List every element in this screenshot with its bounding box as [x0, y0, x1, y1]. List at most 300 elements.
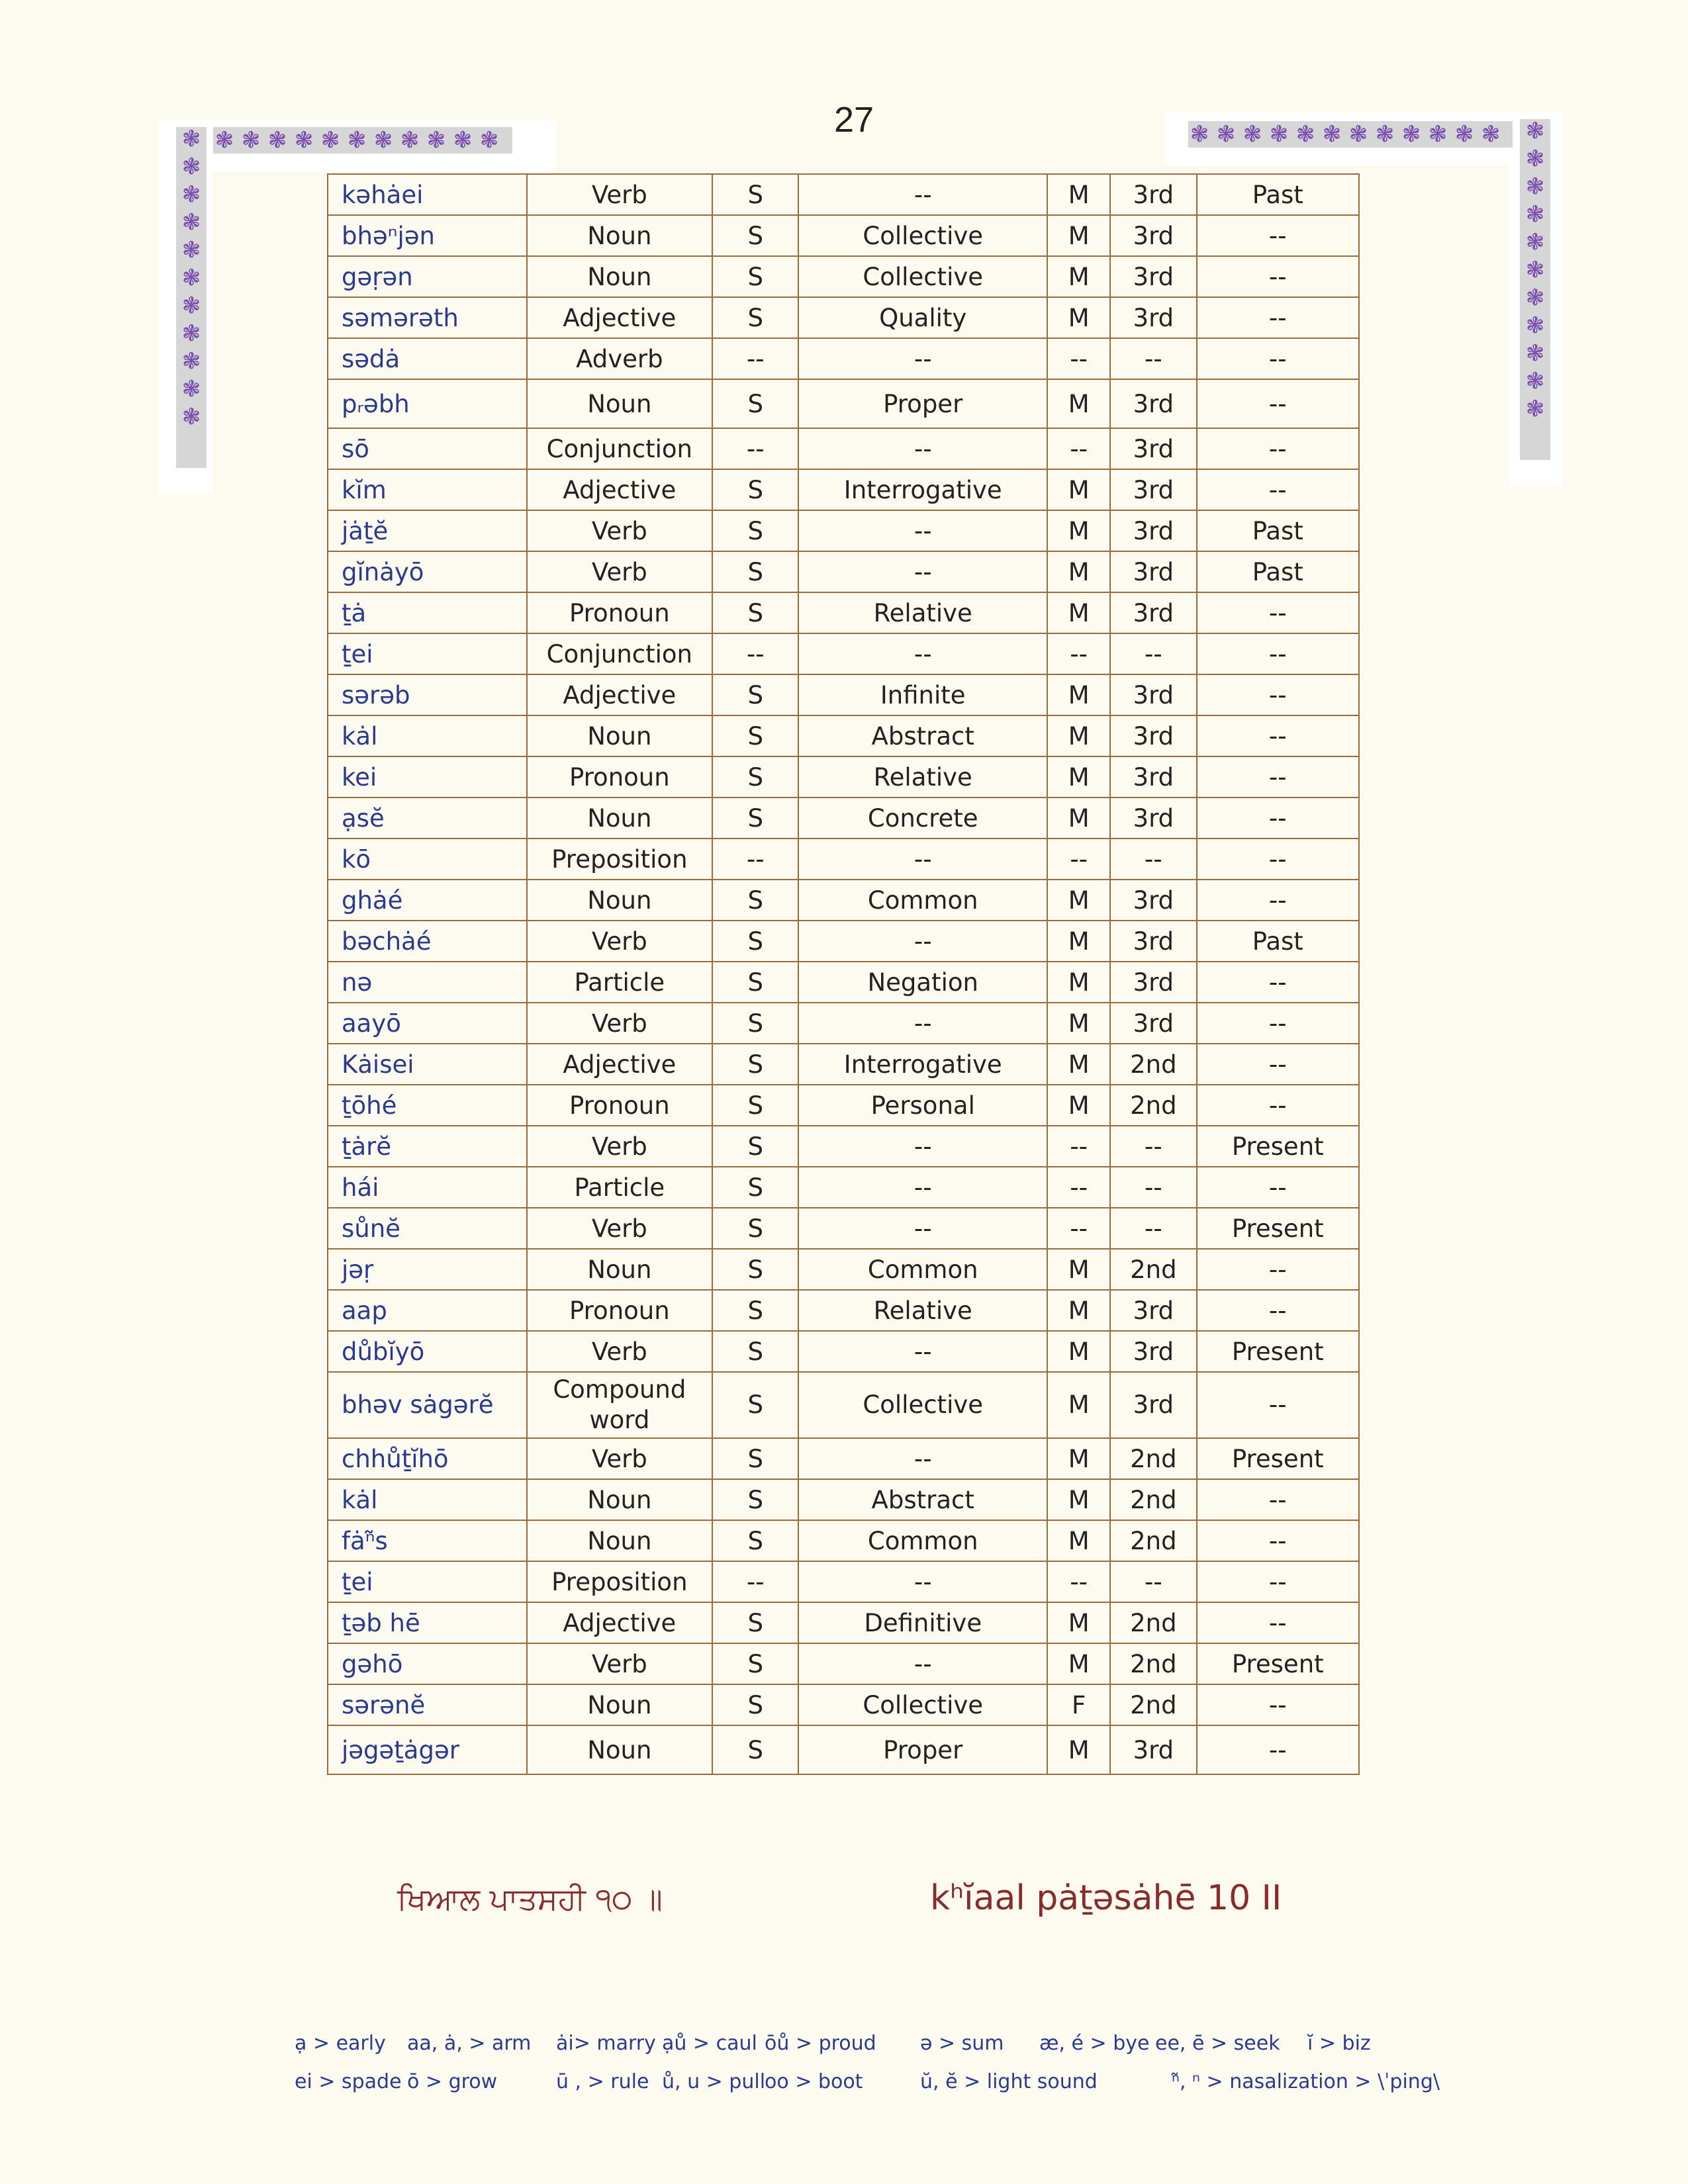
cell-pos: Verb [527, 1126, 713, 1167]
flower-ornament-icon: ❃ [1525, 340, 1545, 367]
cell-word: gĭnȧyō [328, 551, 527, 592]
table-row [328, 338, 1359, 379]
cell-person: 3rd [1110, 921, 1196, 962]
cell-type: -- [798, 633, 1047, 674]
cell-type: Relative [798, 1290, 1047, 1331]
cell-gender: M [1047, 256, 1110, 297]
flower-ornament-icon: ❃ [347, 127, 367, 154]
cell-person: 3rd [1110, 174, 1196, 215]
cell-number: S [712, 1372, 798, 1438]
table-row [328, 1725, 1359, 1774]
cell-tense: Present [1197, 1126, 1360, 1167]
cell-pos: Verb [527, 551, 713, 592]
cell-gender: M [1047, 1372, 1110, 1438]
cell-person: 3rd [1110, 215, 1196, 256]
cell-person: -- [1110, 1126, 1196, 1167]
cell-person: 3rd [1110, 756, 1196, 797]
cell-gender: M [1047, 174, 1110, 215]
cell-word: səmərəth [328, 297, 527, 338]
cell-word: bhəv sȧgərĕ [328, 1372, 527, 1438]
legend-item: ⁿ̃, ⁿ > nasalization > \ˈping\ [1172, 2070, 1440, 2093]
cell-number: S [712, 880, 798, 921]
cell-type: Definitive [798, 1602, 1047, 1643]
table-row [328, 1003, 1359, 1044]
cell-type: -- [798, 1561, 1047, 1602]
cell-gender: M [1047, 715, 1110, 756]
cell-word: sədȧ [328, 338, 527, 379]
cell-type: -- [798, 1208, 1047, 1249]
table-row [328, 1126, 1359, 1167]
flower-ornament-icon: ❃ [1454, 121, 1474, 148]
cell-person: 2nd [1110, 1479, 1196, 1520]
cell-type: -- [798, 174, 1047, 215]
cell-pos: Verb [527, 1003, 713, 1044]
cell-tense: -- [1197, 428, 1360, 469]
cell-number: S [712, 1249, 798, 1290]
cell-number: S [712, 1684, 798, 1725]
cell-type: -- [798, 1643, 1047, 1684]
flower-ornament-icon: ❃ [181, 237, 201, 263]
flower-ornament-icon: ❃ [400, 127, 420, 154]
cell-type: Proper [798, 379, 1047, 428]
legend-row-2 [295, 2070, 1453, 2109]
flower-ornament-icon: ❃ [181, 126, 201, 152]
cell-type: Collective [798, 256, 1047, 297]
cell-tense: -- [1197, 1479, 1360, 1520]
cell-pos: Pronoun [527, 1085, 713, 1126]
table-row [328, 551, 1359, 592]
cell-word: gəṛən [328, 256, 527, 297]
cell-gender: M [1047, 880, 1110, 921]
cell-tense: -- [1197, 592, 1360, 633]
legend-item: ei > spade [295, 2070, 402, 2093]
cell-type: Relative [798, 592, 1047, 633]
legend-item: ȧi> marry [556, 2032, 656, 2055]
cell-person: 2nd [1110, 1684, 1196, 1725]
flower-ornament-icon: ❃ [1525, 201, 1545, 228]
page-number: 27 [833, 100, 874, 140]
cell-pos: Noun [527, 1520, 713, 1561]
cell-type: Abstract [798, 1479, 1047, 1520]
cell-person: 2nd [1110, 1249, 1196, 1290]
cell-tense: -- [1197, 297, 1360, 338]
flower-ornament-icon: ❃ [1428, 121, 1448, 148]
cell-gender: M [1047, 797, 1110, 839]
cell-person: -- [1110, 1208, 1196, 1249]
flower-ornament-icon: ❃ [1525, 312, 1545, 339]
cell-tense: -- [1197, 633, 1360, 674]
cell-word: ghȧé [328, 880, 527, 921]
cell-tense: -- [1197, 756, 1360, 797]
cell-person: 3rd [1110, 469, 1196, 510]
legend-item: ū , > rule [556, 2070, 649, 2093]
legend-item: aa, ȧ, > arm [407, 2032, 532, 2055]
cell-pos: Pronoun [527, 1290, 713, 1331]
cell-person: 3rd [1110, 297, 1196, 338]
cell-number: -- [712, 633, 798, 674]
cell-number: S [712, 1602, 798, 1643]
right-side-ornament-column [1520, 119, 1550, 460]
cell-gender: M [1047, 1520, 1110, 1561]
cell-pos: Noun [527, 797, 713, 839]
cell-word: pᵣəbh [328, 379, 527, 428]
legend-item: ạů > caul [662, 2032, 757, 2055]
cell-number: -- [712, 1561, 798, 1602]
flower-ornament-icon: ❃ [320, 127, 340, 154]
legend-item: ŭ, ĕ > light sound [920, 2070, 1098, 2093]
cell-person: -- [1110, 1561, 1196, 1602]
cell-person: -- [1110, 633, 1196, 674]
cell-gender: M [1047, 962, 1110, 1003]
cell-word: jəgəṯȧgər [328, 1725, 527, 1774]
cell-word: ṯei [328, 1561, 527, 1602]
legend-item: ō > grow [407, 2070, 498, 2093]
cell-pos: Conjunction [527, 633, 713, 674]
grammar-table [327, 173, 1360, 1775]
cell-number: S [712, 174, 798, 215]
flower-ornament-icon: ❃ [1525, 396, 1545, 422]
cell-type: -- [798, 428, 1047, 469]
flower-ornament-icon: ❃ [1481, 121, 1501, 148]
cell-word: kəhȧei [328, 174, 527, 215]
cell-word: aap [328, 1290, 527, 1331]
cell-gender: M [1047, 551, 1110, 592]
cell-gender: M [1047, 1003, 1110, 1044]
cell-word: chhůṯĭhō [328, 1438, 527, 1479]
cell-pos: Adverb [527, 338, 713, 379]
cell-pos: Verb [527, 921, 713, 962]
cell-gender: M [1047, 297, 1110, 338]
cell-number: S [712, 1208, 798, 1249]
cell-pos: Noun [527, 256, 713, 297]
cell-gender: M [1047, 1085, 1110, 1126]
cell-type: Abstract [798, 715, 1047, 756]
cell-tense: -- [1197, 880, 1360, 921]
flower-ornament-icon: ❃ [267, 127, 287, 154]
cell-word: kĭm [328, 469, 527, 510]
cell-word: hái [328, 1167, 527, 1208]
cell-tense: -- [1197, 1249, 1360, 1290]
cell-type: Infinite [798, 674, 1047, 715]
cell-word: sərəb [328, 674, 527, 715]
cell-number: S [712, 215, 798, 256]
cell-gender: M [1047, 756, 1110, 797]
cell-tense: Past [1197, 551, 1360, 592]
cell-tense: Present [1197, 1208, 1360, 1249]
cell-type: Common [798, 1520, 1047, 1561]
flower-ornament-icon: ❃ [181, 154, 201, 180]
table-row [328, 428, 1359, 469]
cell-word: bhəⁿjən [328, 215, 527, 256]
flower-ornament-icon: ❃ [1525, 285, 1545, 311]
table-row [328, 1479, 1359, 1520]
cell-gender: -- [1047, 428, 1110, 469]
cell-type: -- [798, 921, 1047, 962]
cell-type: -- [798, 1331, 1047, 1372]
legend-item: ee, ē > seek [1155, 2032, 1280, 2055]
cell-tense: Past [1197, 174, 1360, 215]
cell-type: Concrete [798, 797, 1047, 839]
cell-number: S [712, 1438, 798, 1479]
flower-ornament-icon: ❃ [181, 209, 201, 236]
cell-pos: Verb [527, 1331, 713, 1372]
cell-tense: -- [1197, 962, 1360, 1003]
flower-ornament-icon: ❃ [1525, 173, 1545, 200]
cell-gender: M [1047, 1725, 1110, 1774]
cell-tense: -- [1197, 1290, 1360, 1331]
cell-pos: Verb [527, 1438, 713, 1479]
table-row [328, 1438, 1359, 1479]
cell-type: -- [798, 1126, 1047, 1167]
cell-number: S [712, 715, 798, 756]
cell-pos: Adjective [527, 1602, 713, 1643]
flower-ornament-icon: ❃ [1525, 368, 1545, 394]
right-top-ornament-row [1188, 121, 1513, 148]
cell-gender: M [1047, 469, 1110, 510]
cell-type: Quality [798, 297, 1047, 338]
cell-word: bəchȧé [328, 921, 527, 962]
flower-ornament-icon: ❃ [181, 376, 201, 402]
cell-gender: M [1047, 1331, 1110, 1372]
cell-type: Personal [798, 1085, 1047, 1126]
cell-pos: Noun [527, 1479, 713, 1520]
table-row [328, 880, 1359, 921]
cell-number: S [712, 1126, 798, 1167]
cell-gender: M [1047, 1249, 1110, 1290]
cell-gender: -- [1047, 1167, 1110, 1208]
table-row [328, 1331, 1359, 1372]
cell-pos: Noun [527, 715, 713, 756]
table-row [328, 510, 1359, 551]
cell-tense: -- [1197, 674, 1360, 715]
flower-ornament-icon: ❃ [1269, 121, 1289, 148]
cell-word: ṯəb hē [328, 1602, 527, 1643]
cell-type: Common [798, 880, 1047, 921]
cell-gender: M [1047, 592, 1110, 633]
cell-tense: -- [1197, 338, 1360, 379]
roman-title: kʰĭaal pȧṯəsȧhē 10 II [930, 1878, 1282, 1918]
cell-word: ṯōhé [328, 1085, 527, 1126]
cell-gender: M [1047, 1602, 1110, 1643]
table-row [328, 1520, 1359, 1561]
cell-person: 3rd [1110, 715, 1196, 756]
cell-tense: -- [1197, 469, 1360, 510]
cell-number: S [712, 756, 798, 797]
cell-number: S [712, 674, 798, 715]
legend-item: æ, é > bye [1039, 2032, 1150, 2055]
cell-pos: Noun [527, 1249, 713, 1290]
cell-word: sərənĕ [328, 1684, 527, 1725]
cell-pos: Particle [527, 1167, 713, 1208]
legend-row-1 [295, 2032, 1453, 2070]
flower-ornament-icon: ❃ [241, 127, 261, 154]
cell-tense: -- [1197, 1044, 1360, 1085]
cell-tense: -- [1197, 1167, 1360, 1208]
flower-ornament-icon: ❃ [453, 127, 473, 154]
cell-pos: Noun [527, 1725, 713, 1774]
cell-type: -- [798, 338, 1047, 379]
cell-number: S [712, 1331, 798, 1372]
cell-type: -- [798, 1003, 1047, 1044]
cell-tense: Present [1197, 1331, 1360, 1372]
cell-number: -- [712, 428, 798, 469]
cell-person: 3rd [1110, 962, 1196, 1003]
cell-person: -- [1110, 1167, 1196, 1208]
cell-gender: -- [1047, 633, 1110, 674]
table-row [328, 921, 1359, 962]
cell-tense: Present [1197, 1643, 1360, 1684]
cell-type: Negation [798, 962, 1047, 1003]
cell-word: jəṛ [328, 1249, 527, 1290]
cell-type: -- [798, 1167, 1047, 1208]
cell-number: S [712, 510, 798, 551]
cell-person: 3rd [1110, 797, 1196, 839]
table-row [328, 1044, 1359, 1085]
cell-tense: -- [1197, 797, 1360, 839]
cell-pos: Noun [527, 215, 713, 256]
flower-ornament-icon: ❃ [1375, 121, 1395, 148]
cell-person: 2nd [1110, 1044, 1196, 1085]
cell-number: S [712, 551, 798, 592]
table-row [328, 633, 1359, 674]
flower-ornament-icon: ❃ [181, 181, 201, 208]
cell-type: Relative [798, 756, 1047, 797]
cell-number: S [712, 379, 798, 428]
table-row [328, 1167, 1359, 1208]
cell-tense: -- [1197, 1684, 1360, 1725]
cell-word: ṯȧrĕ [328, 1126, 527, 1167]
cell-gender: -- [1047, 338, 1110, 379]
cell-tense: -- [1197, 1725, 1360, 1774]
cell-tense: -- [1197, 256, 1360, 297]
flower-ornament-icon: ❃ [214, 127, 234, 154]
cell-tense: -- [1197, 839, 1360, 880]
pronunciation-legend [295, 2032, 1453, 2109]
cell-type: Common [798, 1249, 1047, 1290]
left-side-ornament-column [176, 127, 207, 468]
cell-person: 2nd [1110, 1085, 1196, 1126]
table-row [328, 1085, 1359, 1126]
table-row [328, 839, 1359, 880]
cell-word: kō [328, 839, 527, 880]
table-row [328, 256, 1359, 297]
flower-ornament-icon: ❃ [181, 348, 201, 375]
cell-tense: -- [1197, 1003, 1360, 1044]
flower-ornament-icon: ❃ [294, 127, 314, 154]
cell-person: 3rd [1110, 674, 1196, 715]
table-row [328, 215, 1359, 256]
cell-person: 3rd [1110, 880, 1196, 921]
cell-pos: Conjunction [527, 428, 713, 469]
cell-number: -- [712, 338, 798, 379]
cell-number: S [712, 1725, 798, 1774]
cell-gender: M [1047, 1438, 1110, 1479]
table-row [328, 174, 1359, 215]
cell-type: -- [798, 1438, 1047, 1479]
cell-number: S [712, 797, 798, 839]
cell-pos: Adjective [527, 674, 713, 715]
cell-tense: Past [1197, 510, 1360, 551]
table-row [328, 379, 1359, 428]
cell-gender: M [1047, 215, 1110, 256]
flower-ornament-icon: ❃ [1216, 121, 1236, 148]
cell-type: Proper [798, 1725, 1047, 1774]
flower-ornament-icon: ❃ [426, 127, 446, 154]
cell-word: kȧl [328, 715, 527, 756]
cell-person: 3rd [1110, 256, 1196, 297]
cell-pos: Pronoun [527, 756, 713, 797]
cell-person: 2nd [1110, 1643, 1196, 1684]
cell-person: 3rd [1110, 1725, 1196, 1774]
cell-gender: M [1047, 510, 1110, 551]
cell-gender: M [1047, 1290, 1110, 1331]
cell-number: S [712, 256, 798, 297]
cell-gender: -- [1047, 1208, 1110, 1249]
cell-gender: F [1047, 1684, 1110, 1725]
cell-person: -- [1110, 839, 1196, 880]
table-row [328, 715, 1359, 756]
cell-number: S [712, 1520, 798, 1561]
cell-gender: M [1047, 921, 1110, 962]
cell-person: 2nd [1110, 1438, 1196, 1479]
table-row [328, 1249, 1359, 1290]
cell-pos: Verb [527, 174, 713, 215]
flower-ornament-icon: ❃ [181, 293, 201, 319]
cell-pos: Adjective [527, 469, 713, 510]
cell-tense: -- [1197, 1520, 1360, 1561]
flower-ornament-icon: ❃ [181, 265, 201, 291]
cell-word: gəhō [328, 1643, 527, 1684]
flower-ornament-icon: ❃ [373, 127, 393, 154]
table-row [328, 469, 1359, 510]
cell-number: S [712, 592, 798, 633]
flower-ornament-icon: ❃ [181, 320, 201, 347]
flower-ornament-icon: ❃ [1525, 146, 1545, 172]
cell-word: fȧⁿ̃s [328, 1520, 527, 1561]
flower-ornament-icon: ❃ [181, 404, 201, 430]
cell-pos: Verb [527, 1643, 713, 1684]
cell-pos: Pronoun [527, 592, 713, 633]
cell-person: 3rd [1110, 428, 1196, 469]
flower-ornament-icon: ❃ [1322, 121, 1342, 148]
cell-type: -- [798, 510, 1047, 551]
table-row [328, 1643, 1359, 1684]
flower-ornament-icon: ❃ [1295, 121, 1315, 148]
cell-gender: -- [1047, 839, 1110, 880]
cell-gender: M [1047, 379, 1110, 428]
cell-type: Interrogative [798, 469, 1047, 510]
flower-ornament-icon: ❃ [1525, 229, 1545, 255]
table-row [328, 756, 1359, 797]
cell-word: jȧṯĕ [328, 510, 527, 551]
cell-number: S [712, 469, 798, 510]
legend-item: ạ > early [295, 2032, 386, 2055]
cell-type: -- [798, 839, 1047, 880]
legend-item: ů, u > pull [662, 2070, 766, 2093]
cell-word: kȧl [328, 1479, 527, 1520]
cell-person: 3rd [1110, 510, 1196, 551]
cell-gender: M [1047, 1643, 1110, 1684]
cell-gender: -- [1047, 1126, 1110, 1167]
cell-number: S [712, 921, 798, 962]
cell-word: aayō [328, 1003, 527, 1044]
cell-number: S [712, 962, 798, 1003]
cell-person: 3rd [1110, 1003, 1196, 1044]
cell-person: 2nd [1110, 1520, 1196, 1561]
cell-word: sůnĕ [328, 1208, 527, 1249]
cell-pos: Preposition [527, 1561, 713, 1602]
gurmukhi-title: ਖਿਆਲ ਪਾਤਸਹੀ ੧੦ ॥ [397, 1881, 663, 1917]
